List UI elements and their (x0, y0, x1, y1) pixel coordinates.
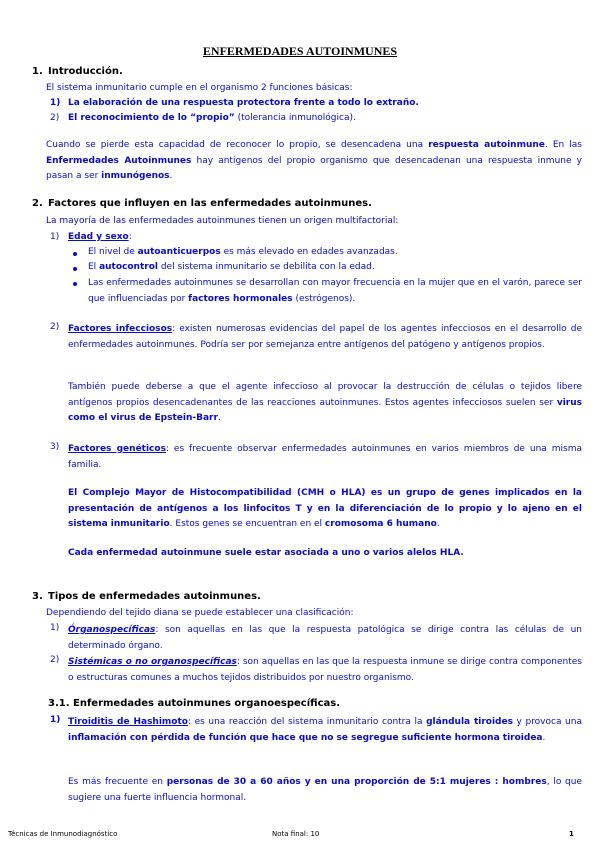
section-2-heading: Factores que influyen en las enfermedades autoinmunes. (48, 198, 372, 209)
s2-intro: La mayoría de las enfermedades autoinmunes tienen un origen multifactorial: (46, 216, 399, 226)
s2-item-3-p3: Cada enfermedad autoinmune suele estar asociada a uno o varios alelos HLA. (68, 548, 464, 558)
s3-t2-number: 2) (50, 655, 60, 665)
t: (estrógenos). (292, 293, 356, 304)
t: . En las (544, 140, 582, 150)
s3-type-1 (68, 623, 582, 654)
subsection-3-1-heading: 3.1. Enfermedades autoinmunes organoespecíficas. (48, 698, 340, 709)
systemic-label: Sistémicas o no organospecíficas (68, 657, 237, 667)
t: . Estos genes se encuentran en el (169, 519, 325, 529)
s2-i3-number: 3) (50, 442, 60, 452)
t: . (436, 519, 440, 529)
hashimoto-label: Tiroiditis de Hashimoto (68, 717, 188, 727)
s1-paragraph (46, 138, 582, 185)
cmh-definition: El Complejo Mayor de Histocompatibilidad (CMH o HLA) es un grupo de genes implicados en la presentación de antígenos a los linfocitos T y en la diferenciación de lo propio y lo ajeno en el sistema inmunitario (68, 488, 582, 529)
organ-specific-label: Órganospecíficas (68, 625, 156, 635)
s2-item-3-p2 (68, 486, 582, 533)
s2-item-1 (68, 232, 132, 242)
t: Cuando se pierde esta capacidad de reconocer lo propio, se desencadena una (46, 140, 429, 150)
t: : es una reacción del sistema inmunitario contra la (187, 717, 427, 727)
term-immunogens: inmunógenos (101, 171, 170, 181)
t: Es más frecuente en (68, 777, 167, 787)
footer-grade: Nota final: 10 (272, 830, 320, 838)
term-inflammation: inflamación con pérdida de función que hace que no se segregue suficiente hormona tiroidea (68, 732, 543, 743)
term-chromosome-6: cromosoma 6 humano (324, 519, 437, 529)
s2-item-3 (68, 442, 582, 473)
term-thyroid-gland: glándula tiroides (426, 717, 513, 727)
t: : es frecuente observar enfermedades autoinmunes en varios miembros de una misma familia. (68, 444, 582, 470)
bullet-icon (73, 252, 77, 256)
t: . (217, 413, 221, 423)
infectious-factors-label: Factores infecciosos (68, 324, 173, 334)
t: del sistema inmunitario se debilita con la edad. (157, 262, 375, 272)
section-1-number: 1. (32, 66, 43, 77)
t: . (169, 171, 173, 181)
term-autocontrol: autocontrol (99, 262, 158, 272)
section-3-number: 3. (32, 591, 43, 602)
s2-bullet-2 (88, 262, 375, 272)
s1-f2-rest: (tolerancia inmunológica). (234, 113, 356, 123)
s2-item-2 (68, 322, 582, 353)
t: hay antígenos del propio organismo que desencadenan una respuesta inmune y pasan a ser (46, 155, 582, 181)
t: : existen numerosas evidencias del papel de los agentes infecciosos en el desarrollo de enfermedades autoinmunes. Podría ser por semejanza entre antígenos del patógeno y antígenos propios. (68, 324, 582, 350)
t: Las enfermedades autoinmunes se desarrollan con mayor frecuencia en la mujer que en el varón, parece ser que influenciadas por (88, 278, 582, 304)
s3-intro: Dependiendo del tejido diana se puede establecer una clasificación: (46, 608, 354, 618)
s3-h1-number: 1) (50, 715, 61, 725)
section-1-heading: Introducción. (48, 66, 123, 77)
s3-t1-number: 1) (50, 623, 60, 633)
footer-course: Técnicas de Inmunodiagnóstico (8, 830, 118, 838)
s1-f2-bold: El reconocimiento de lo “propio” (68, 113, 235, 123)
t: es más elevado en edades avanzadas. (220, 247, 398, 257)
s1-f2-number: 2) (50, 113, 60, 123)
term-age-ratio: personas de 30 a 60 años y en una proporción de 5:1 mujeres : hombres (166, 777, 547, 787)
document-title: ENFERMEDADES AUTOINMUNES (202, 44, 398, 58)
t: El nivel de (88, 247, 138, 257)
s2-bullet-3 (88, 276, 582, 307)
t: . (542, 732, 546, 743)
term-epstein-barr: virus como el virus de Epstein-Barr (68, 397, 582, 423)
term-autoimmune-response: respuesta autoinmune (428, 140, 545, 150)
bullet-icon (73, 267, 77, 271)
t: , lo que sugiere una fuerte influencia hormonal. (68, 777, 583, 803)
genetic-factors-label: Factores genéticos (68, 444, 166, 454)
t: : (128, 232, 132, 242)
t: : son aquellas en las que la respuesta inmune se dirige contra componentes o estructuras comunes a muchos tejidos distribuidos por nuestro organismo. (68, 657, 582, 683)
t: También puede deberse a que el agente infeccioso al provocar la destrucción de células o tejidos libere antígenos propios desencadenantes de las reacciones autoinmunes. Estos agentes infecciosos suelen ser (68, 382, 582, 408)
section-3-heading: Tipos de enfermedades autoinmunes. (48, 591, 261, 602)
term-autoimmune-diseases: Enfermedades Autoinmunes (46, 155, 192, 166)
s3-type-2 (68, 655, 582, 686)
hashimoto-p2 (68, 775, 582, 806)
s2-i2-number: 2) (50, 322, 60, 332)
hashimoto-paragraph (68, 715, 582, 746)
age-sex-label: Edad y sexo (68, 232, 129, 242)
s1-f1-number: 1) (50, 98, 61, 108)
t: El (88, 262, 100, 272)
s1-function-1: La elaboración de una respuesta protectora frente a todo lo extraño. (68, 98, 419, 108)
s2-item-2-p2 (68, 380, 582, 427)
t: : son aquellas en las que la respuesta patológica se dirige contra las células de un determinado órgano. (68, 625, 582, 651)
term-hormonal-factors: factores hormonales (188, 293, 293, 304)
t: y provoca una (512, 717, 582, 727)
section-2-number: 2. (32, 198, 43, 209)
term-autoantibodies: autoanticuerpos (137, 247, 221, 257)
s2-bullet-1 (88, 247, 398, 257)
page-number: 1 (569, 830, 574, 838)
bullet-icon (73, 282, 77, 286)
s2-i1-number: 1) (50, 232, 60, 242)
s1-function-2 (68, 113, 356, 123)
s1-intro: El sistema inmunitario cumple en el organismo 2 funciones básicas: (46, 83, 353, 93)
